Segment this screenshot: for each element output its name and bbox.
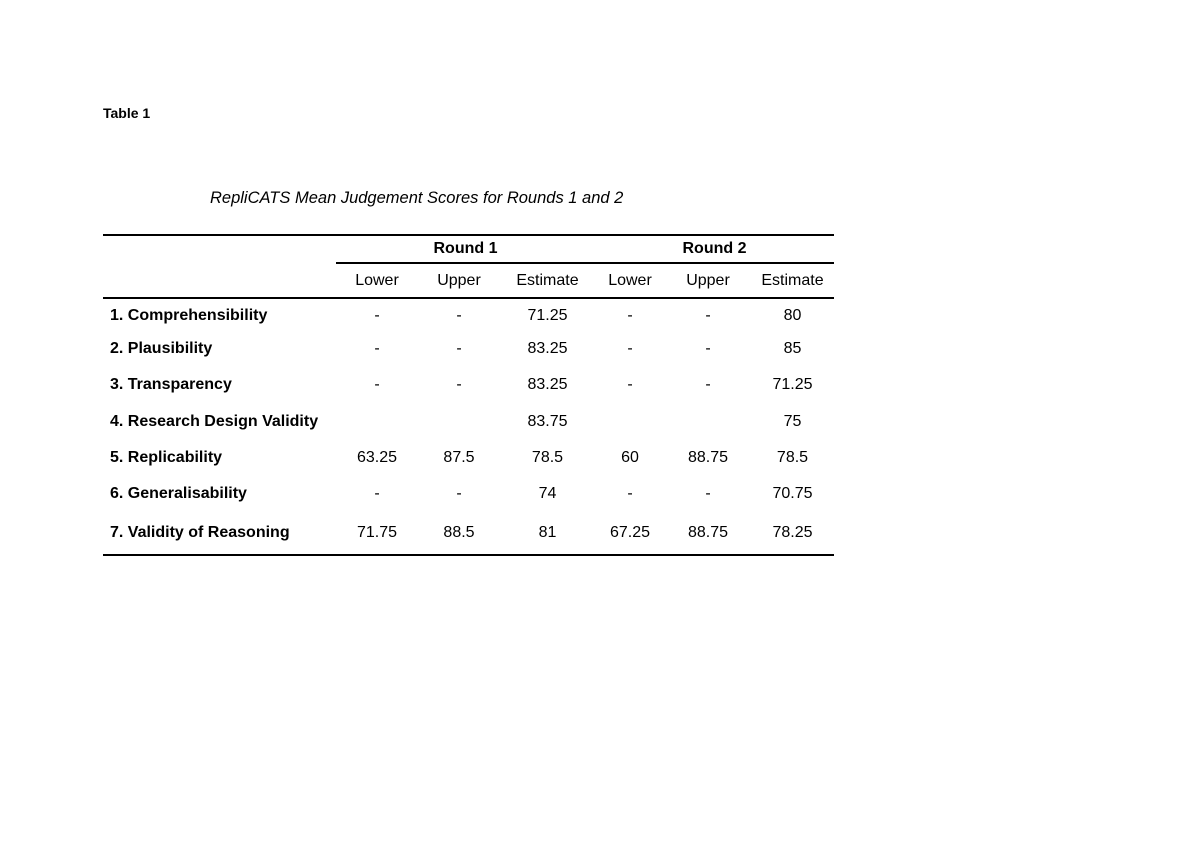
round-1-upper-header: Upper [418, 263, 500, 298]
table-cell: 78.5 [531, 449, 564, 466]
table-cell: 88.75 [665, 511, 751, 555]
table-cell: - [627, 485, 633, 502]
table-row [103, 477, 834, 511]
table-row [103, 332, 834, 366]
table-cell: 81 [500, 511, 595, 555]
row-label: 5. Replicability [110, 449, 223, 466]
round-2-upper-header: Upper [665, 263, 751, 298]
row-label: 7. Validity of Reasoning [103, 511, 336, 555]
table-cell: - [374, 485, 380, 502]
round-1-header: Round 1 [336, 235, 595, 263]
table-cell: 87.5 [443, 449, 475, 466]
table-cell: - [627, 306, 633, 324]
table-cell: - [456, 340, 462, 357]
table-cell: 70.75 [772, 485, 813, 502]
table-cell: 60 [621, 449, 639, 466]
row-label: 6. Generalisability [110, 485, 247, 502]
round-1-estimate-header: Estimate [500, 263, 595, 298]
row-label: 1. Comprehensibility [110, 306, 268, 324]
table-cell: - [627, 376, 633, 393]
table-cell: 75 [783, 412, 802, 430]
scores-table [103, 234, 834, 556]
table-cell: - [456, 306, 462, 324]
table-cell: 88.75 [687, 449, 729, 466]
table-row [103, 298, 834, 332]
table-cell: 78.25 [751, 511, 834, 555]
round-2-estimate-header: Estimate [751, 263, 834, 298]
row-label: 2. Plausibility [110, 340, 213, 357]
round-2-lower-header: Lower [595, 263, 665, 298]
table-row [103, 511, 834, 555]
table-row [103, 366, 834, 404]
round-2-header: Round 2 [595, 235, 834, 263]
table-row [103, 404, 834, 439]
table-cell: - [456, 485, 462, 502]
table-cell: 71.25 [772, 376, 813, 393]
table-cell [336, 404, 418, 439]
row-label: 3. Transparency [110, 376, 232, 393]
table-cell: 67.25 [595, 511, 665, 555]
table-cell: 71.25 [527, 306, 568, 324]
table-cell: 83.75 [527, 412, 568, 430]
table-cell: - [456, 376, 462, 393]
empty-header-cell [103, 235, 336, 263]
table-cell: 78.5 [776, 449, 809, 466]
group-header-row [103, 235, 834, 263]
table-cell: 63.25 [356, 449, 398, 466]
table-cell: - [705, 485, 711, 502]
table-cell: 83.25 [527, 340, 568, 357]
table-number-label: Table 1 [103, 105, 151, 121]
table-cell: - [627, 340, 633, 357]
table-cell: - [374, 340, 380, 357]
table-cell [665, 404, 751, 439]
table-cell: 83.25 [527, 376, 568, 393]
table-cell [595, 404, 665, 439]
table-cell: - [705, 306, 711, 324]
round-1-lower-header: Lower [336, 263, 418, 298]
table-cell: - [374, 306, 380, 324]
row-label: 4. Research Design Validity [110, 412, 319, 430]
table-cell: - [705, 376, 711, 393]
empty-subheader-cell [103, 263, 336, 298]
table-cell: 71.75 [336, 511, 418, 555]
table-cell: 80 [783, 306, 802, 324]
table-cell: 74 [538, 485, 557, 502]
table-cell: 88.5 [418, 511, 500, 555]
table-cell: - [705, 340, 711, 357]
table-cell [418, 404, 500, 439]
subheader-row [103, 263, 834, 298]
table-caption: RepliCATS Mean Judgement Scores for Rounds 1 and 2 [210, 189, 624, 207]
table-cell: 85 [783, 340, 802, 357]
table-cell: - [374, 376, 380, 393]
table-row [103, 439, 834, 477]
